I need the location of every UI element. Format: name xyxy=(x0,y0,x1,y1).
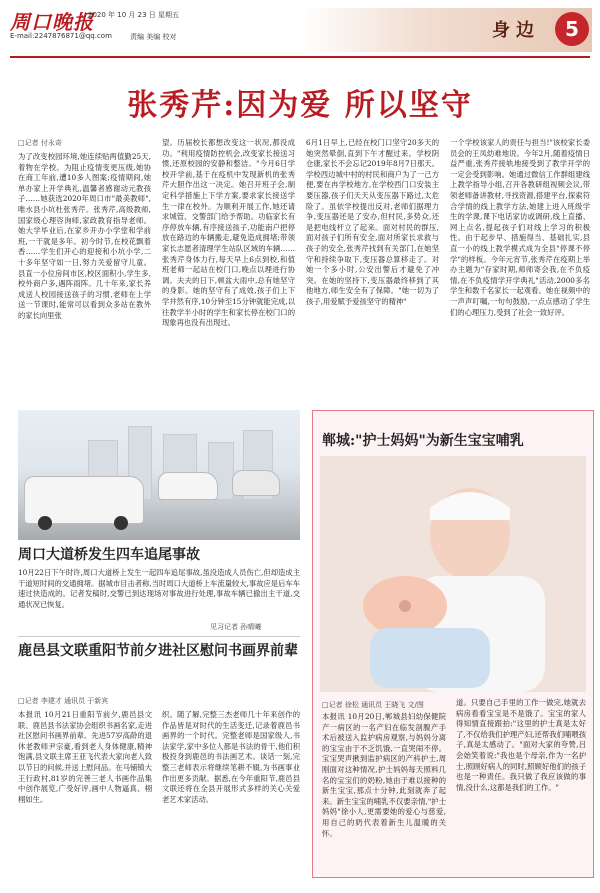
story3-headline: 郸城:"护士妈妈"为新生宝宝哺乳 xyxy=(322,433,524,449)
story1-column-3: 6月1日早上,已经在校门口坚守20多天的她突然晕倒,直到下午才醒过来。学校阴仓康,家长不会忘记2019年8月7日那天。学校西边城中村的村民和商户为了一己方便,要在冉学校地方,在学校西门口安装主要压器,孩子们天天从变压器下路过,太危险了。虽依学校提出反对,老师们据理力争,变压器还是了安办,但村民,多势众,还是把电线杆立了起来。面对村民的群压,面对孩子们所有安全,面对所家长求救与孩子的安全,张秀芹找到有关部门,在她坚守和持续争取下,变压器总算移走了。对她一个多小时,公安出警后才避免了冲突。在她的坚持下,变压器最终移到了其他地方,师生安全有了保障。"她一切为了孩子,用爱赋予爱孩坚守的精神" xyxy=(306,138,439,306)
story2-credit: 见习记者 孙晴曦 xyxy=(210,623,262,631)
story1-column-1: 为了改变校园环境,她连续贴两值勤25天,着物在学校。为阻止疫情变更压级,她协在商工年前,遭10多人图案;疫情期间,她单办家上开学典礼,温馨者感谢动元教孩子……她获选2020年周口市"最美教师",唯水县小坑杜张秀芹。张秀芹,高级教师,国家级心理咨询师,家政教育指导老师。她大学毕业后,在家乡开办小学堂和学前班,一干就是多年。初今时节,在校花飘着香……学生们开心的迎接和小坑小学,二十多年坚守如一日,努力关爱留守儿童。县直一小位房间市区,校区面积小,学生多,校外商户多,遇阵雨阵。几十年来,家长养成送人校园接送孩子的习惯,老师在上学送一节课时,能常可以看到众多站在教外的家长向里张 xyxy=(18,152,151,320)
story2-text: 10月22日下午时许,周口大道桥上发生一起四车追尾事故,虽没造成人员伤亡,但却造成主干道短时间的交通拥堵。据城市目击者称,当时周口大道桥上车流量较大,事故应是后车车速过快造成的。记者发稿时,交警已到达现场对事故进行处理,事故车辆已撤出主干道,交通状况已恢复。 xyxy=(18,568,300,609)
white-car xyxy=(158,472,218,500)
story3-byline: □记者 徐松 通讯员 王晓飞 文/图 xyxy=(322,701,424,709)
contact-email: E-mail:2247876871@qq.com xyxy=(10,32,112,40)
newspaper-logo: 周口晚报 xyxy=(10,10,94,34)
story4-column-2: 织。随了解,完整三杰老师几十年来创作的作品皆是对时代的生活变迁,记录着鹿邑书画界的一个时代。完整老师是国家级人,书法家学,家中多位人都是书法的骨干,他们积极投身到鹿邑的书法画艺术。谈话一刻,完整三老师表示将继续笔耕不辍,为书画事业作出更多贡献。据悉,在今年重阳节,鹿邑县文联还将在全县开展形式多样的关心关爱老艺术家活动。 xyxy=(162,710,300,804)
traffic-accident-photo xyxy=(18,410,300,540)
editors-line: 责编 美编 校对 xyxy=(130,33,177,41)
nurse-illustration xyxy=(320,456,586,692)
story4-headline: 鹿邑县文联重阳节前夕进社区慰问书画界前辈 xyxy=(18,643,298,659)
story1-column-4: 一个学校该家人的责任与担当!"该校家长委员会的王凤幼难地说。今年2月,随着疫情日益严重,张秀芹接轨地接受到了教学开学的一定会受到影响。她通过微信工作群组建线上教学指导小组,召开各教研组视频会议,带领老师备讲教材,寻找资源,搭建平台,探索符合学情的线上教学方法,她建上进入班级学生的学课,课下电话家访或调研,线上直播、网上点名,提起孩子们对线上学习的积极性。由于起步早、措施得当、基础扎实,县直一小的线上教学模式成为全县"停课不停学"的样板。今年元宵节,张秀芹在疫期上举办主题为"存家时期,师师寄会我,在不负疫情,在不负疫情学开学典礼"活动,2000多名学生和数千名家长一起观看。她在视频中的一声声叮嘱,一句句鼓励,一点点感动了学生们的心理压力,受到了社会一致好评。 xyxy=(450,138,590,317)
story4-byline: □记者 李建才 通讯员 于新宾 xyxy=(18,697,109,705)
white-car xyxy=(232,470,280,496)
nurse-feeding-baby-photo xyxy=(320,456,586,692)
masthead xyxy=(0,0,600,62)
story-divider xyxy=(18,636,300,637)
section-title: 身边 xyxy=(492,20,540,41)
story2-headline: 周口大道桥发生四车追尾事故 xyxy=(18,547,200,563)
story3-column-2: 道。只要自己手里的工作一做完,她就去病房看看宝宝是不是饿了。宝宝的家人得知情直接跟拍:"这里的护士真是太好了,不仅给我们护理产妇,还帮我们哺喂孩子,真是太感动了。"面对大家的夸赞,吕会始笑着说:"我也是个母亲,作为一名护士,照顾好病人的同时,照顾好他们的孩子也是一种责任。我只做了我应该做的事情,没什么,这都是我们的工作。" xyxy=(456,698,586,792)
section-banner xyxy=(300,8,592,52)
car-wheel xyxy=(114,516,128,530)
main-headline: 张秀芹:因为爱 所以坚守 xyxy=(127,88,473,123)
page-number-badge: 5 xyxy=(555,12,589,46)
masthead-rule xyxy=(10,56,590,58)
issue-date: 2020 年 10 月 23 日 星期五 xyxy=(88,11,179,19)
story4-column-1: 本报讯 10月21日重阳节前夕,鹿邑县文联、鹿邑县书法家协会组织书画名家,走进社区慰问书画界前辈。先进57岁高龄的退休老教师尹宗豪,看到老人身体健康,精神饱满,县文联主席王亚飞代表大家向老人致以节日的问候,并送上慰问品。在马铺镇大王行政村,81岁的完善三老人书画作品集中创作展览,广受好评,画中人物逼真、栩栩如生。 xyxy=(18,710,152,804)
story3-column-1: 本报讯 10月20日,郸城县妇幼保健院产一病区的一名产妇在临发剖腹产手术后被送入监护病房观察,与妈妈分离的宝宝由于不乏饥饿,一直哭闹不停。宝宝哭声揪到监护病区的产科护士,周刚面对这种情况,护士妈妈每天照料几名的宝宝们的奶粉,她由于难以接种的新生宝宝,那点十分钟,此刻就奔了起来。新生宝宝的哺乳不仅要亲情,"护士妈妈"徐小人,更需要她的爱心与慈爱,用自己的奶代表着新生儿温暖的关怀。 xyxy=(322,712,446,838)
story1-column-2: 望。历届校长都想改变这一状况,都没成功。"利用疫情防控机会,改变家长接送习惯,还原校园的安静和整洁。"今月6日学校开学前,基于在疫机中发现新机的张秀芹大胆作出这一决定。她召开班子会,制定科学措施上下学方案,要求家长接送学生一律在校外。为顺利开展工作,她还请求城管、交警部门给予帮助。功临家长有序停放车辆,有序接送孩子,功能南户把停放在路边的车辆搬走,避免造成拥堵;带领家长志愿者清理学生站队区域的车辆……张秀芹身体力行,每天早上6点到校,和值班老师一起站在校门口,晚点以理进行协调。夫夫的日下,顿盆大雨中,总有她坚守的身影。她的坚守有了成效,孩子们上下学井然有序,10分钟至15分钟就能完成,以往教学半小时的学生和家长停在校门口的现象再也没有出现过。 xyxy=(162,138,295,328)
car-wheel xyxy=(38,516,52,530)
story1-byline: □记者 付永奇 xyxy=(18,139,62,147)
